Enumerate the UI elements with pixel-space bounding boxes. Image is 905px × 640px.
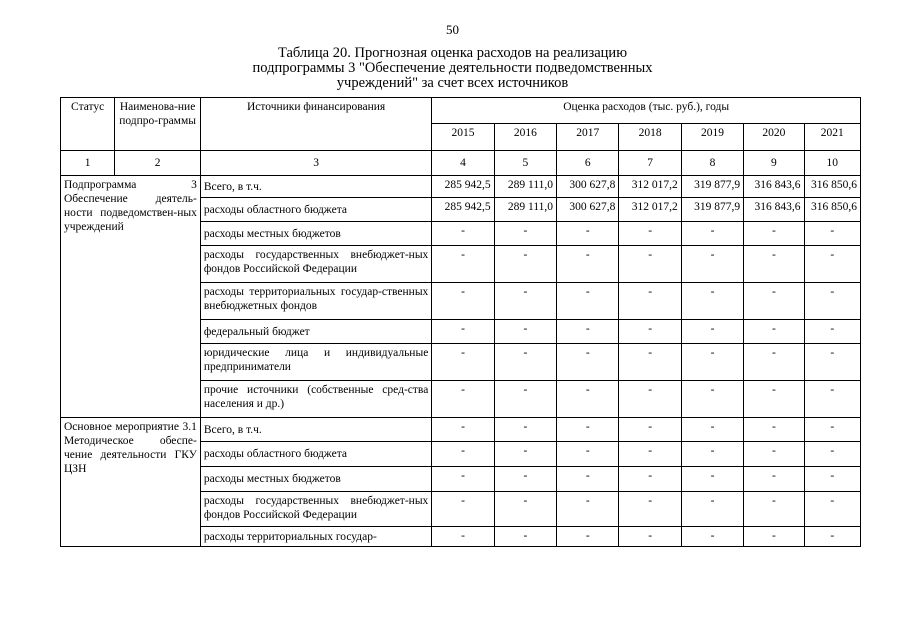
index-cell: 2	[115, 151, 201, 176]
value-cell: -	[494, 492, 556, 527]
year-2016: 2016	[494, 124, 556, 151]
value-cell: -	[744, 527, 804, 547]
value-cell: 300 627,8	[557, 176, 619, 198]
value-cell: -	[744, 381, 804, 418]
index-cell: 5	[494, 151, 556, 176]
value-cell: -	[494, 467, 556, 492]
value-cell: -	[804, 222, 860, 246]
value-cell: -	[804, 344, 860, 381]
funding-source-cell: расходы областного бюджета	[200, 442, 431, 467]
value-cell: -	[557, 320, 619, 344]
value-cell: -	[744, 246, 804, 283]
value-cell: -	[681, 246, 743, 283]
value-cell: -	[432, 442, 494, 467]
value-cell: -	[432, 283, 494, 320]
year-2021: 2021	[804, 124, 860, 151]
table-row	[61, 176, 861, 198]
value-cell: -	[619, 492, 681, 527]
value-cell: -	[432, 381, 494, 418]
header-sources: Источники финансирования	[200, 98, 431, 151]
title-line-2: подпрограммы 3 "Обеспечение деятельности подведомственных	[252, 60, 653, 76]
year-2019: 2019	[681, 124, 743, 151]
value-cell: -	[432, 467, 494, 492]
value-cell: -	[557, 381, 619, 418]
value-cell: -	[432, 344, 494, 381]
value-cell: 316 843,6	[744, 198, 804, 222]
value-cell: -	[557, 492, 619, 527]
page-number: 50	[446, 22, 459, 37]
value-cell: -	[681, 222, 743, 246]
value-cell: -	[681, 418, 743, 442]
value-cell: -	[804, 418, 860, 442]
value-cell: -	[557, 246, 619, 283]
value-cell: 300 627,8	[557, 198, 619, 222]
value-cell: -	[744, 418, 804, 442]
index-cell: 4	[432, 151, 494, 176]
value-cell: -	[744, 442, 804, 467]
value-cell: -	[432, 492, 494, 527]
value-cell: -	[619, 344, 681, 381]
title-line-1: Таблица 20. Прогнозная оценка расходов на реализацию	[277, 45, 628, 61]
value-cell: 316 850,6	[804, 176, 860, 198]
index-cell: 8	[681, 151, 743, 176]
value-cell: -	[681, 467, 743, 492]
value-cell: -	[432, 418, 494, 442]
value-cell: -	[557, 344, 619, 381]
value-cell: 312 017,2	[619, 176, 681, 198]
value-cell: 316 843,6	[744, 176, 804, 198]
table-row	[61, 418, 861, 442]
index-cell: 10	[804, 151, 860, 176]
value-cell: -	[744, 283, 804, 320]
expense-table	[60, 97, 861, 547]
value-cell: -	[619, 320, 681, 344]
value-cell: -	[681, 320, 743, 344]
value-cell: -	[744, 320, 804, 344]
value-cell: -	[804, 320, 860, 344]
value-cell: -	[557, 527, 619, 547]
value-cell: -	[619, 442, 681, 467]
funding-source-cell: расходы территориальных государ-ственных внебюджетных фондов	[200, 283, 431, 320]
value-cell: -	[494, 344, 556, 381]
index-cell: 1	[61, 151, 115, 176]
title-line-3: учреждений" за счет всех источников	[336, 75, 569, 91]
index-cell: 6	[557, 151, 619, 176]
value-cell: -	[494, 283, 556, 320]
value-cell: 319 877,9	[681, 198, 743, 222]
value-cell: -	[619, 381, 681, 418]
year-2018: 2018	[619, 124, 681, 151]
value-cell: -	[619, 246, 681, 283]
value-cell: -	[681, 344, 743, 381]
value-cell: 289 111,0	[494, 198, 556, 222]
header-status: Статус	[61, 98, 115, 151]
table-title	[0, 46, 905, 91]
value-cell: -	[619, 222, 681, 246]
value-cell: -	[744, 467, 804, 492]
value-cell: -	[432, 222, 494, 246]
value-cell: -	[804, 442, 860, 467]
subprogram-status-cell: Подпрограмма 3 Обеспечение деятель-ности подведомствен-ных учреждений	[61, 176, 201, 418]
value-cell: -	[494, 442, 556, 467]
value-cell: 316 850,6	[804, 198, 860, 222]
value-cell: -	[804, 527, 860, 547]
value-cell: -	[432, 527, 494, 547]
value-cell: -	[557, 418, 619, 442]
value-cell: 312 017,2	[619, 198, 681, 222]
year-2015: 2015	[432, 124, 494, 151]
value-cell: -	[804, 283, 860, 320]
value-cell: -	[804, 492, 860, 527]
value-cell: 285 942,5	[432, 176, 494, 198]
column-index-row	[61, 151, 861, 176]
value-cell: -	[432, 246, 494, 283]
header-name: Наименова-ние подпро-граммы	[115, 98, 201, 151]
value-cell: -	[619, 527, 681, 547]
value-cell: -	[804, 246, 860, 283]
value-cell: -	[432, 320, 494, 344]
funding-source-cell: расходы местных бюджетов	[200, 467, 431, 492]
value-cell: -	[804, 381, 860, 418]
value-cell: -	[494, 381, 556, 418]
value-cell: 319 877,9	[681, 176, 743, 198]
value-cell: -	[681, 527, 743, 547]
index-cell: 3	[200, 151, 431, 176]
value-cell: -	[681, 492, 743, 527]
value-cell: -	[557, 283, 619, 320]
activity-status-cell: Основное мероприятие 3.1 Методическое обеспе-чение деятельности ГКУ ЦЗН	[61, 418, 201, 547]
value-cell: 285 942,5	[432, 198, 494, 222]
value-cell: -	[557, 442, 619, 467]
funding-source-cell: расходы местных бюджетов	[200, 222, 431, 246]
index-cell: 9	[744, 151, 804, 176]
value-cell: -	[804, 467, 860, 492]
value-cell: -	[681, 283, 743, 320]
value-cell: -	[494, 320, 556, 344]
funding-source-cell: расходы государственных внебюджет-ных фондов Российской Федерации	[200, 492, 431, 527]
value-cell: -	[494, 418, 556, 442]
value-cell: -	[619, 467, 681, 492]
value-cell: -	[619, 418, 681, 442]
value-cell: -	[681, 442, 743, 467]
value-cell: -	[494, 222, 556, 246]
funding-source-cell: Всего, в т.ч.	[200, 176, 431, 198]
funding-source-cell: юридические лица и индивидуальные предприниматели	[200, 344, 431, 381]
funding-source-cell: прочие источники (собственные сред-ства населения и др.)	[200, 381, 431, 418]
year-2017: 2017	[557, 124, 619, 151]
funding-source-cell: расходы территориальных государ-	[200, 527, 431, 547]
value-cell: -	[557, 467, 619, 492]
value-cell: -	[494, 527, 556, 547]
value-cell: -	[494, 246, 556, 283]
value-cell: -	[744, 222, 804, 246]
funding-source-cell: расходы областного бюджета	[200, 198, 431, 222]
value-cell: -	[744, 492, 804, 527]
value-cell: -	[557, 222, 619, 246]
value-cell: -	[681, 381, 743, 418]
funding-source-cell: Всего, в т.ч.	[200, 418, 431, 442]
header-estimate: Оценка расходов (тыс. руб.), годы	[432, 98, 861, 124]
year-2020: 2020	[744, 124, 804, 151]
funding-source-cell: федеральный бюджет	[200, 320, 431, 344]
header-row	[61, 98, 861, 124]
value-cell: 289 111,0	[494, 176, 556, 198]
value-cell: -	[619, 283, 681, 320]
value-cell: -	[744, 344, 804, 381]
index-cell: 7	[619, 151, 681, 176]
funding-source-cell: расходы государственных внебюджет-ных фондов Российской Федерации	[200, 246, 431, 283]
